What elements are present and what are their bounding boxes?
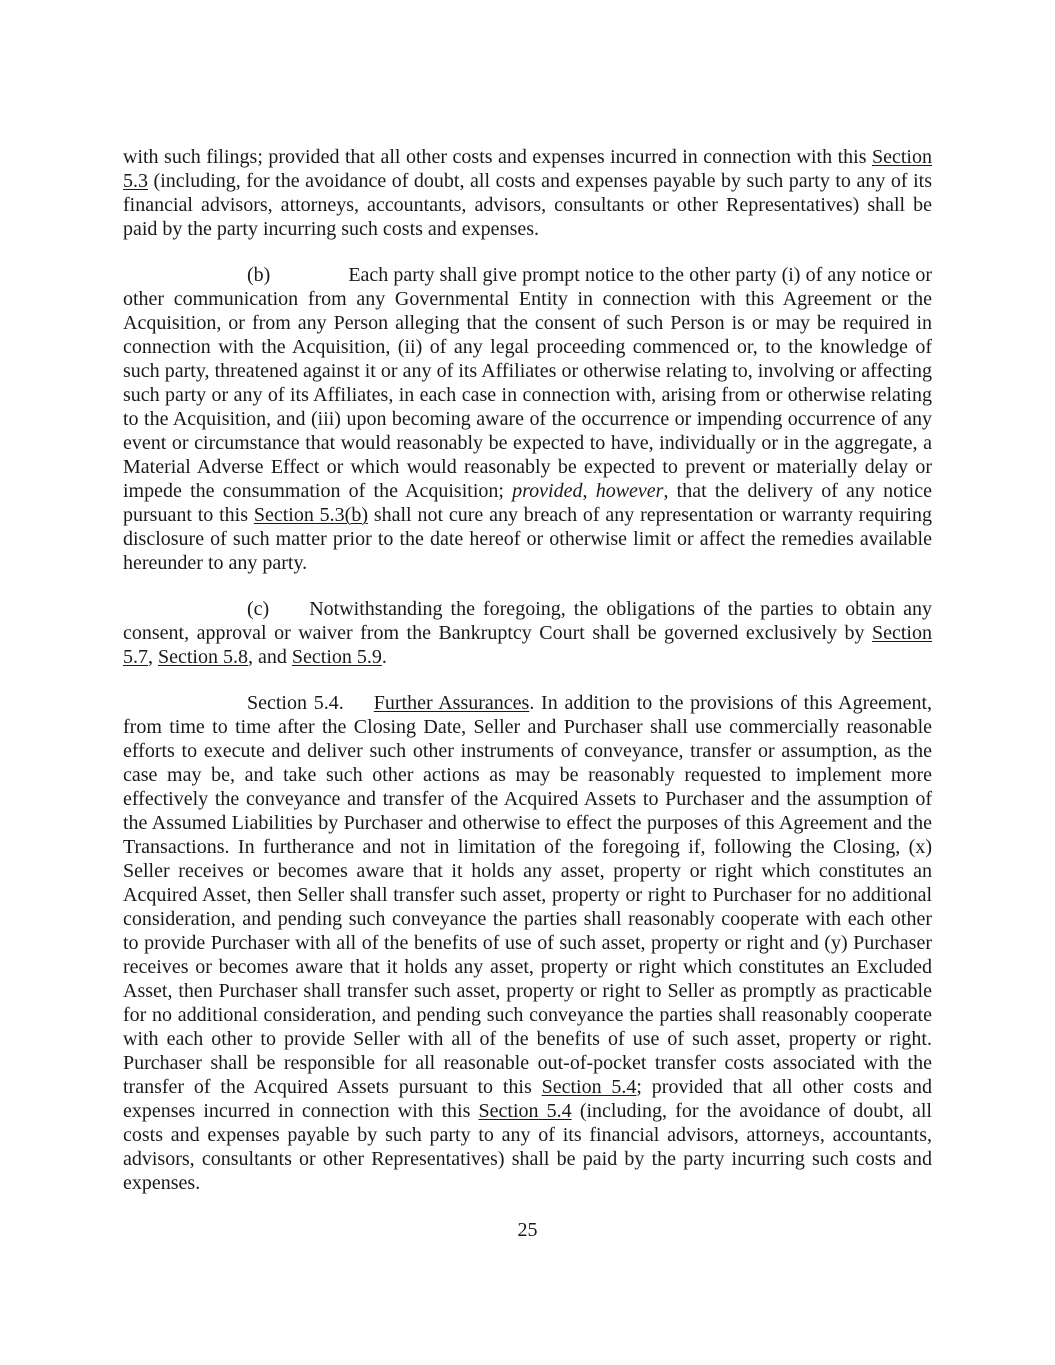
section-ref-5-3: Section 5.3 (123, 146, 932, 192)
paragraph-section-5-4 (123, 691, 932, 1195)
paragraph-section-5-3-continuation (123, 145, 932, 241)
section-heading-5-4: Section 5.4. (247, 692, 344, 714)
section-ref-5-7: Section 5.7 (123, 622, 932, 668)
clause-label-c: (c) (247, 598, 270, 620)
text-run: , and (248, 646, 292, 668)
paragraph-clause-c (123, 597, 932, 669)
text-run: , that the delivery of any notice pursuant to this (123, 480, 932, 526)
text-run: , (582, 480, 596, 502)
clause-label-b: (b) (247, 264, 271, 286)
text-run: (including, for the avoidance of doubt, all costs and expenses payable by such party to any of its financial advisors, attorneys, accountants, advisors, consultants or other Representatives) shall be paid by the party incurring such costs and expenses. (123, 1100, 932, 1194)
text-run: with such filings; provided that all other costs and expenses incurred in connection with this (123, 146, 872, 168)
page-number: 25 (517, 1219, 538, 1241)
page-footer (0, 1218, 1055, 1242)
section-ref-5-4-first: Section 5.4 (541, 1076, 637, 1098)
text-run: shall not cure any breach of any representation or warranty requiring disclosure of such matter prior to the date hereof or otherwise limit or affect the remedies available hereunder to any party. (123, 504, 932, 574)
text-run: . (381, 646, 387, 668)
section-ref-5-4-second: Section 5.4 (478, 1100, 572, 1122)
section-ref-5-3-b: Section 5.3(b) (253, 504, 368, 526)
paragraph-clause-b (123, 263, 932, 575)
text-run: ; provided that all other costs and expenses incurred in connection with this (123, 1076, 932, 1122)
text-run: . In addition to the provisions of this Agreement, from time to time after the Closing Date, Seller and Purchaser shall use commercially reasonable efforts to execute and deliver such other instruments of conveyance, transfer or assumption, as the case may be, and take such other actions as may be reasonably requested to implement more effectively the conveyance and transfer of the Acquired Assets to Purchaser and the assumption of the Assumed Liabilities by Purchaser and otherwise to effect the purposes of this Agreement and the Transactions. In furtherance and not in limitation of the foregoing if, following the Closing, (x) Seller receives or becomes aware that it holds any asset, property or right which constitutes an Acquired Asset, then Seller shall transfer such asset, property or right to Purchaser for no additional consideration, and pending such conveyance the parties shall reasonably cooperate with each other to provide Purchaser with all of the benefits of use of such asset, property or right and (y) Purchaser receives or becomes aware that it holds any asset, property or right which constitutes an Excluded Asset, then Purchaser shall transfer such asset, property or right to Seller as promptly as practicable for no additional consideration, and pending such conveyance the parties shall reasonably cooperate with each other to provide Seller with all of the benefits of use of such asset, property or right. Purchaser shall be responsible for all reasonable out-of-pocket transfer costs associated with the transfer of the Acquired Assets pursuant to this (123, 692, 933, 1098)
emphasis-provided: provided (512, 480, 583, 502)
tab-spacer (270, 280, 348, 281)
text-run: , (148, 646, 158, 668)
text-run: (including, for the avoidance of doubt, all costs and expenses payable by such party to any of its financial advisors, attorneys, accountants, advisors, consultants or other Representatives) shall be paid by the party incurring such costs and expenses. (123, 170, 932, 240)
emphasis-however: however (595, 480, 664, 502)
section-ref-5-9: Section 5.9 (291, 646, 382, 668)
tab-spacer (269, 614, 309, 615)
section-title-further-assurances: Further Assurances (373, 692, 530, 714)
document-body (123, 145, 932, 1195)
text-run: Notwithstanding the foregoing, the obligations of the parties to obtain any consent, approval or waiver from the Bankruptcy Court shall be governed exclusively by (123, 598, 932, 644)
tab-spacer (344, 708, 374, 709)
text-run: Each party shall give prompt notice to the other party (i) of any notice or other communication from any Governmental Entity in connection with this Agreement or the Acquisition, or from any Person alleging that the consent of such Person is or may be required in connection with the Acquisition, (ii) of any legal proceeding commenced or, to the knowledge of such party, threatened against it or any of its Affiliates or otherwise relating to, involving or affecting such party or any of its Affiliates, in each case in connection with, arising from or otherwise relating to the Acquisition, and (iii) upon becoming aware of the occurrence or impending occurrence of any event or circumstance that would reasonably be expected to have, individually or in the aggregate, a Material Adverse Effect or which would reasonably be expected to prevent or materially delay or impede the consummation of the Acquisition; (123, 264, 932, 502)
section-ref-5-8: Section 5.8 (158, 646, 248, 668)
